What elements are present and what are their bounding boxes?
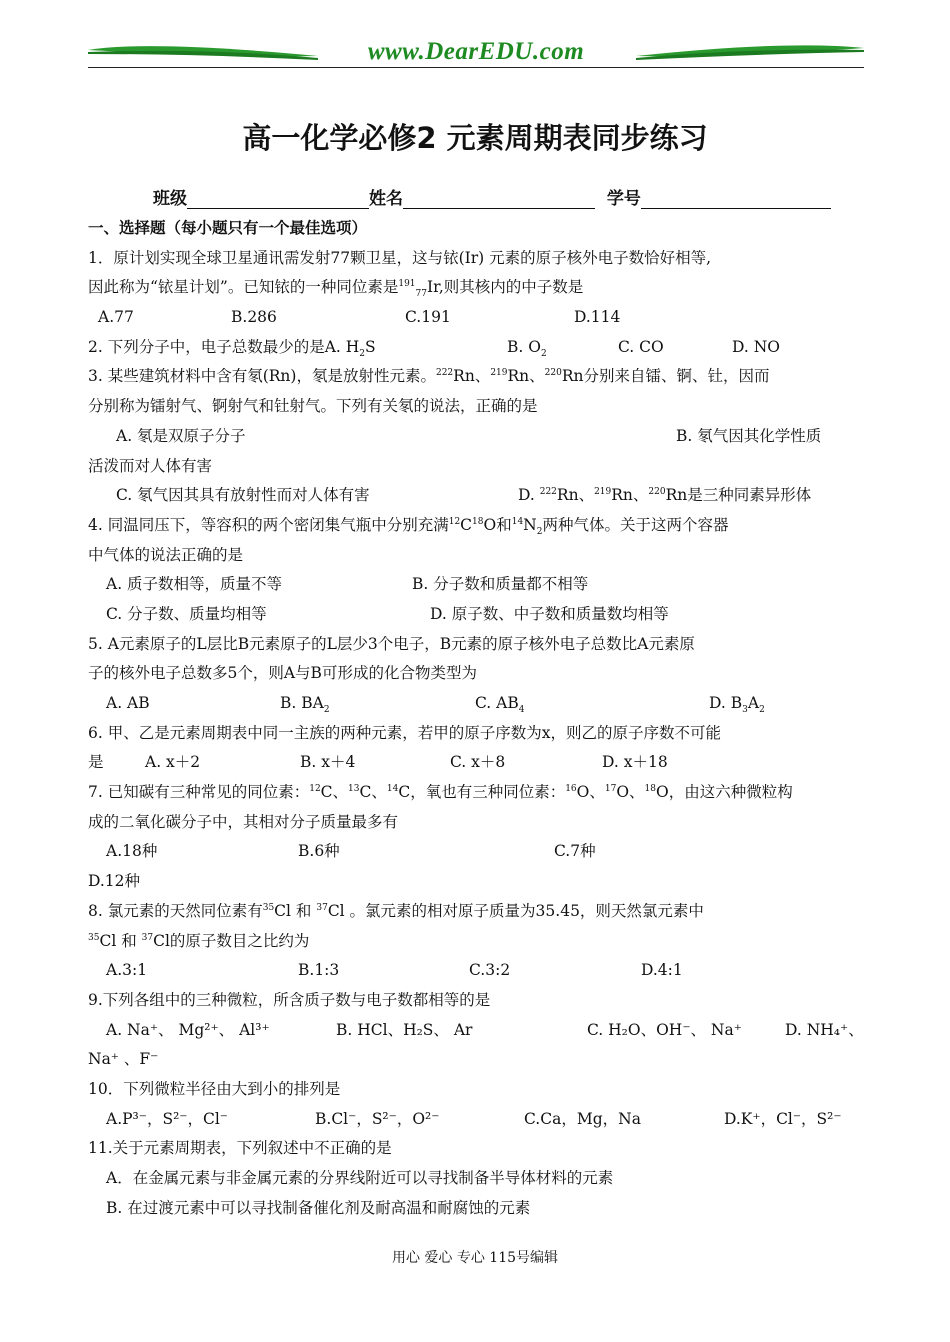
q1-option-b[interactable]: B.286 (231, 308, 277, 327)
q3-text: 3. 某些建筑材料中含有氡(Rn)，氡是放射性元素。 (88, 367, 436, 386)
q8-option-a[interactable]: A.3:1 (106, 961, 148, 980)
number-label: 学号 (606, 189, 641, 209)
page-footer: 用心 爱心 专心 115号编辑 (391, 1250, 559, 1266)
q5-option-c[interactable]: C. $AB_4$ (475, 694, 525, 716)
q2-option-b[interactable]: B. $O_2$ (507, 337, 547, 359)
q9-option-c[interactable]: C. H₂O、OH⁻、 Na⁺ (587, 1020, 742, 1039)
q5-option-b[interactable]: B. $BA_2$ (280, 694, 330, 716)
q10-line1: 10．下列微粒半径由大到小的排列是 (88, 1079, 341, 1098)
name-blank (403, 191, 595, 209)
q7-option-b[interactable]: B.6种 (298, 842, 340, 861)
q3-option-d[interactable]: D. $^{222}$Rn、$^{219}$Rn、$^{220}$Rn是三种同素异形体 (518, 486, 812, 505)
q7-line2: 成的二氧化碳分子中，其相对分子质量最多有 (88, 812, 399, 831)
q4-option-c[interactable]: C. 分子数、质量均相等 (106, 604, 267, 623)
q2-stem: 2. 下列分子中，电子总数最少的是 (88, 337, 325, 356)
q8-option-c[interactable]: C.3:2 (469, 961, 511, 980)
q3-option-b[interactable]: B. 氡气因其化学性质 (676, 426, 822, 445)
q3-option-b-cont: 活泼而对人体有害 (88, 456, 213, 475)
q9-option-b[interactable]: B. HCl、H₂S、 Ar (336, 1020, 473, 1039)
q9-option-a[interactable]: A. Na⁺、 Mg²⁺、 Al³⁺ (106, 1020, 270, 1039)
q7-option-a[interactable]: A.18种 (106, 842, 158, 861)
q2-option-a[interactable]: A. $H_2S$ (324, 337, 376, 359)
q10-option-a[interactable]: A.P³⁻，S²⁻，Cl⁻ (106, 1109, 228, 1128)
q3-options-ab (88, 422, 864, 452)
q6-option-b[interactable]: B. x＋4 (300, 753, 356, 772)
q8-option-d[interactable]: D.4:1 (641, 961, 683, 980)
q1-text: 因此称为“铱星计划”。已知铱的一种同位素是 (88, 278, 399, 297)
q9-options (88, 1016, 864, 1046)
q9-option-d[interactable]: D. NH₄⁺、 (785, 1020, 864, 1039)
class-label: 班级 (153, 189, 187, 209)
q9-line1: 9.下列各组中的三种微粒，所含质子数与电子数都相等的是 (88, 990, 491, 1009)
q8-line2: $^{35}$Cl 和 $^{37}$Cl的原子数目之比约为 (88, 931, 310, 950)
q6-pre: 是 (88, 753, 104, 772)
q4-option-b[interactable]: B. 分子数和质量都不相等 (412, 575, 589, 594)
q3-options-cd (88, 481, 864, 511)
q11-option-b[interactable]: B. 在过渡元素中可以寻找制备催化剂及耐高温和耐腐蚀的元素 (106, 1198, 531, 1217)
q7-option-d-line (88, 867, 864, 897)
q8-line1: 8. 氯元素的天然同位素有$^{35}$Cl 和 $^{37}$Cl 。氯元素的相对原子质量为35.45，则天然氯元素中 (88, 901, 704, 920)
q1-option-a[interactable]: A.77 (98, 308, 134, 327)
q3-line1: 3. 某些建筑材料中含有氡(Rn)，氡是放射性元素。$^{222}$Rn、$^{219}$Rn、$^{220}$Rn分别来自镭、锕、钍，因而 (88, 367, 770, 386)
number-blank (641, 191, 831, 209)
q11-option-a[interactable]: A．在金属元素与非金属元素的分界线附近可以寻找制备半导体材料的元素 (106, 1169, 614, 1187)
q5-line2: 子的核外电子总数多5个，则A与B可形成的化合物类型为 (88, 664, 477, 683)
q2-option-c[interactable]: C. CO (618, 337, 664, 356)
q7-options (88, 837, 864, 867)
q5-option-d[interactable]: D. $B_3A_2$ (709, 694, 765, 716)
q10-options (88, 1105, 864, 1135)
class-blank (187, 191, 369, 209)
q5-options (88, 689, 864, 719)
q8-options (88, 956, 864, 986)
header-divider (88, 67, 864, 68)
q2-option-d[interactable]: D. NO (732, 337, 780, 356)
q3-line2: 分别称为镭射气、锕射气和钍射气。下列有关氡的说法，正确的是 (88, 397, 538, 416)
q10-option-b[interactable]: B.Cl⁻，S²⁻，O²⁻ (315, 1109, 440, 1128)
q9-line3: Na⁺ 、F⁻ (88, 1050, 159, 1069)
q4-line1: 4. 同温同压下，等容积的两个密闭集气瓶中分别充满$^{12}C^{18}O$和$^{14}N_2$两种气体。关于这两个容器 (88, 515, 729, 537)
q7-line1: 7. 已知碳有三种常见的同位素：$^{12}$C、$^{13}$C、$^{14}$C，氧也有三种同位素：$^{16}$O、$^{17}$O、$^{18}$O，由这六种微粒构 (88, 783, 793, 802)
q5-option-a[interactable]: A. AB (106, 694, 150, 712)
q1-option-d[interactable]: D.114 (574, 308, 621, 327)
q4-option-a[interactable]: A. 质子数相等，质量不等 (106, 575, 283, 594)
q6-option-d[interactable]: D. x＋18 (602, 753, 668, 772)
q4-options-cd (88, 600, 864, 630)
q1-option-c[interactable]: C.191 (405, 308, 451, 327)
q3-option-c[interactable]: C. 氡气因其具有放射性而对人体有害 (116, 486, 370, 505)
q6-options (88, 748, 864, 778)
q6-option-c[interactable]: C. x＋8 (450, 753, 506, 772)
q1-options (88, 303, 864, 333)
q4-option-d[interactable]: D. 原子数、中子数和质量数均相等 (430, 604, 669, 623)
name-label: 姓名 (369, 189, 403, 209)
q4-line2: 中气体的说法正确的是 (88, 545, 244, 564)
q10-option-d[interactable]: D.K⁺，Cl⁻，S²⁻ (724, 1109, 842, 1128)
q6-line1: 6. 甲、乙是元素周期表中同一主族的两种元素，若甲的原子序数为x，则乙的原子序数不可能 (88, 723, 721, 742)
q1-mass-number: 191 (398, 279, 416, 290)
q2-line (88, 333, 864, 363)
q7-option-d[interactable]: D.12种 (88, 872, 141, 891)
q10-option-c[interactable]: C.Ca，Mg，Na (524, 1109, 641, 1128)
student-info-line (153, 184, 831, 209)
q5-line1: 5. A元素原子的L层比B元素原子的L层少3个电子，B元素的原子核外电子总数比A元素原 (88, 634, 695, 653)
q1-line1: 1．原计划实现全球卫星通讯需发射77颗卫星，这与铱(Ir) 元素的原子核外电子数恰好相等, (88, 248, 712, 267)
site-url-logo: www.DearEDU.com (367, 38, 585, 65)
q1-atomic-number: 77 (415, 289, 427, 300)
q4-options-ab (88, 570, 864, 600)
page-title: 高一化学必修2 元素周期表同步练习 (242, 121, 708, 155)
section-heading: 一、选择题（每小题只有一个最佳选项） (88, 219, 368, 237)
q1-line2 (88, 273, 864, 303)
q1-text-tail: Ir,则其核内的中子数是 (427, 278, 584, 297)
q3-option-a[interactable]: A. 氡是双原子分子 (116, 426, 246, 445)
q8-option-b[interactable]: B.1:3 (298, 961, 340, 980)
q6-option-a[interactable]: A. x＋2 (145, 753, 201, 772)
question-list (88, 214, 864, 1223)
q7-option-c[interactable]: C.7种 (554, 842, 596, 861)
q11-line1: 11.关于元素周期表，下列叙述中不正确的是 (88, 1139, 392, 1158)
